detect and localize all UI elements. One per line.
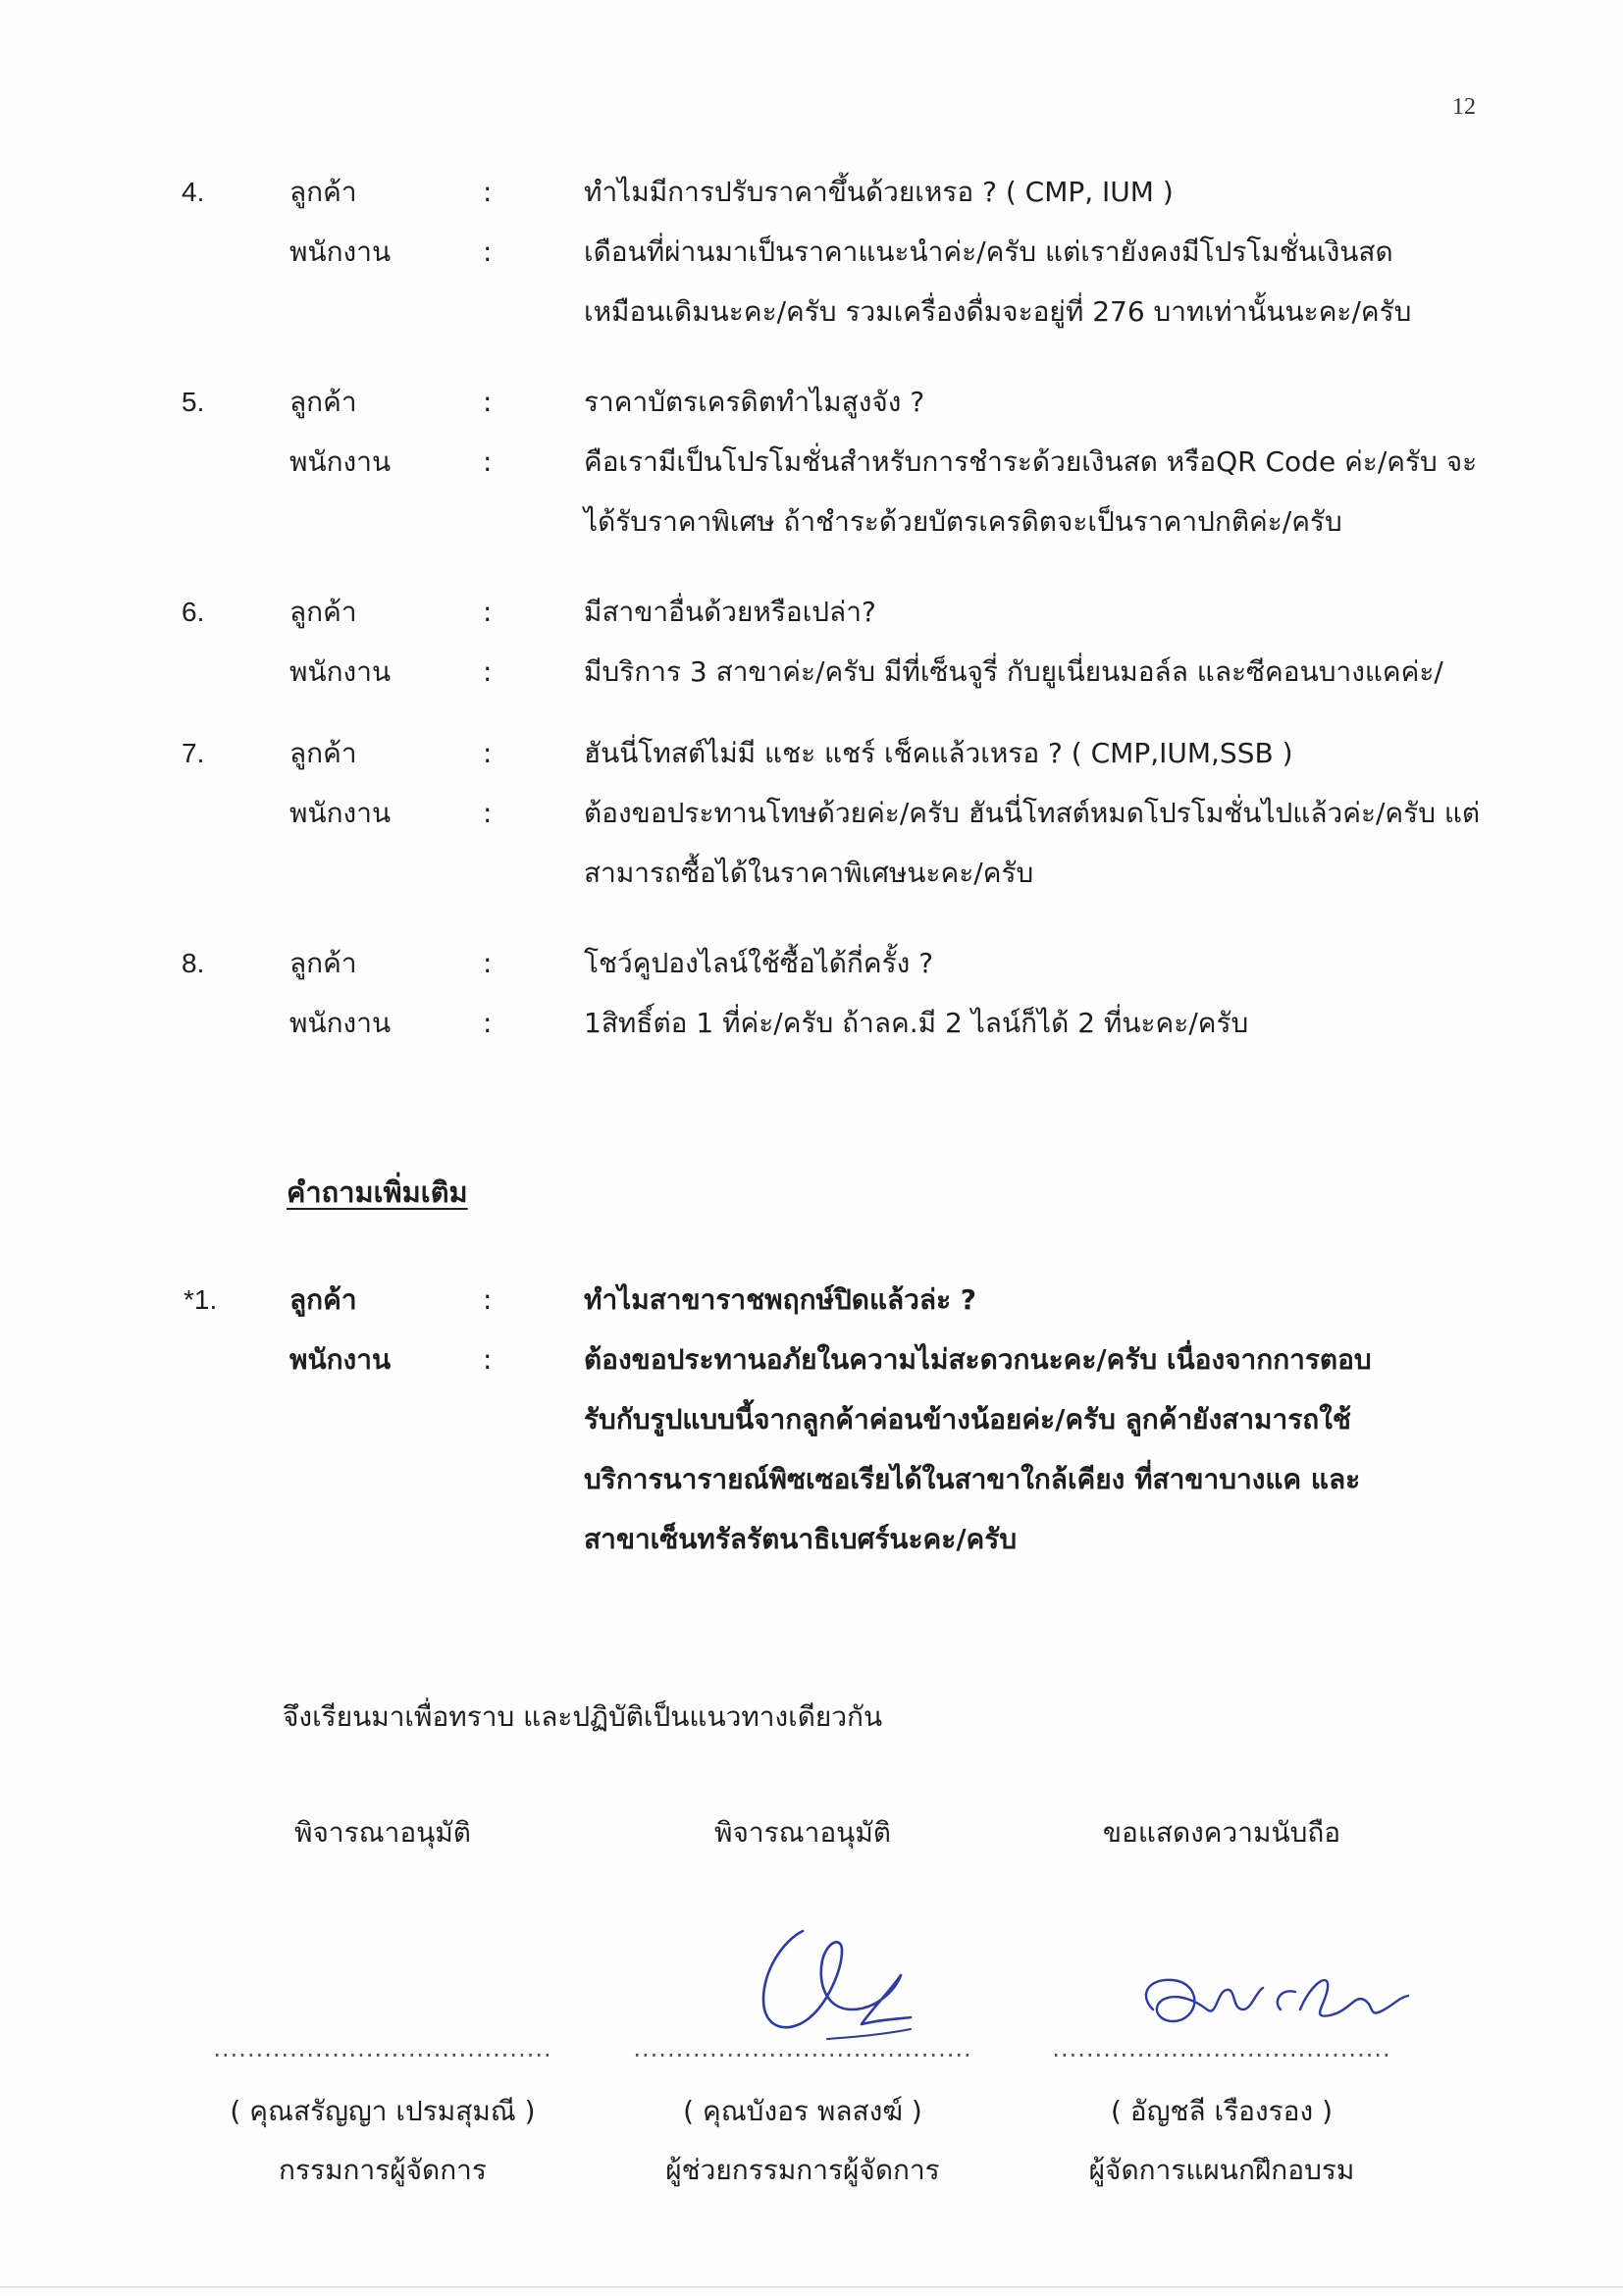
signature-heading: พิจารณาอนุมัติ <box>714 1816 891 1849</box>
customer-label: ลูกค้า <box>289 1283 357 1316</box>
staff-line-7-cont <box>0 844 1623 903</box>
staff-line-8 <box>0 994 1623 1053</box>
staff-answer-line: คือเรามีเป็นโปรโมชั่นสำหรับการชำระด้วยเงินสด หรือQR Code ค่ะ/ครับ จะ <box>584 445 1478 478</box>
handwritten-signature-icon <box>597 1862 1009 2068</box>
signature-area <box>1016 1862 1428 2029</box>
item-number: *1. <box>183 1284 218 1315</box>
item-number: 8. <box>182 948 205 978</box>
signature-line: ........................................ <box>213 2035 552 2062</box>
staff-answer-line: รับกับรูปแบบนี้จากลูกค้าค่อนข้างน้อยค่ะ/ครับ ลูกค้ายังสามารถใช้ <box>584 1403 1351 1435</box>
customer-label: ลูกค้า <box>289 596 357 628</box>
staff-answer-line: ได้รับราคาพิเศษ ถ้าชำระด้วยบัตรเครดิตจะเป็นราคาปกติค่ะ/ครับ <box>584 505 1342 538</box>
customer-label: ลูกค้า <box>289 737 357 769</box>
colon: : <box>483 797 493 829</box>
customer-question: ฮันนี่โทสต์ไม่มี แชะ แชร์ เช็คแล้วเหรอ ? ( CMP,IUM,SSB ) <box>584 737 1293 769</box>
colon: : <box>483 235 493 268</box>
customer-question: ทำไมสาขาราชพฤกษ์ปิดแล้วล่ะ ? <box>584 1283 977 1316</box>
signature-block-2 <box>597 1803 1009 2200</box>
item-number: 5. <box>182 387 205 417</box>
colon: : <box>483 1007 493 1039</box>
staff-answer-line: เดือนที่ผ่านมาเป็นราคาแนะนำค่ะ/ครับ แต่เรายังคงมีโปรโมชั่นเงินสด <box>584 235 1393 268</box>
customer-question: ทำไมมีการปรับราคาขึ้นด้วยเหรอ ? ( CMP, IUM ) <box>584 176 1174 208</box>
colon: : <box>483 947 493 979</box>
signatory-name: ( คุณสรัญญา เปรมสุมณี ) <box>230 2095 536 2127</box>
signature-area-empty <box>177 1862 589 2029</box>
colon: : <box>483 737 493 769</box>
staff-label: พนักงาน <box>289 1007 392 1039</box>
customer-line-additional <box>0 1271 1623 1330</box>
customer-line-4 <box>0 163 1623 222</box>
staff-line-additional-cont1 <box>0 1390 1623 1449</box>
staff-answer-line: ต้องขอประทานโทษด้วยค่ะ/ครับ ฮันนี่โทสต์หมดโปรโมชั่นไปแล้วค่ะ/ครับ แต่ <box>584 797 1481 829</box>
signature-line: ........................................ <box>1052 2035 1391 2062</box>
additional-questions-heading: คำถามเพิ่มเติม <box>287 1175 468 1209</box>
signatory-name: ( อัญชลี เรืองรอง ) <box>1110 2095 1333 2127</box>
staff-line-4-cont <box>0 283 1623 341</box>
staff-answer-line: 1สิทธิ์ต่อ 1 ที่ค่ะ/ครับ ถ้าลค.มี 2 ไลน์ก็ได้ 2 ที่นะคะ/ครับ <box>584 1007 1249 1039</box>
staff-answer-line: ต้องขอประทานอภัยในความไม่สะดวกนะคะ/ครับ เนื่องจากการตอบ <box>584 1343 1372 1376</box>
staff-answer-line: เหมือนเดิมนะคะ/ครับ รวมเครื่องดื่มจะอยู่ที่ 276 บาทเท่านั้นนะคะ/ครับ <box>584 295 1412 328</box>
item-number: 6. <box>182 597 205 627</box>
customer-line-7 <box>0 724 1623 783</box>
staff-line-4 <box>0 223 1623 282</box>
colon: : <box>483 386 493 418</box>
staff-answer-line: มีบริการ 3 สาขาค่ะ/ครับ มีที่เซ็นจูรี่ กับยูเนี่ยนมอล์ล และซีคอนบางแคค่ะ/ <box>584 655 1443 688</box>
staff-label: พนักงาน <box>289 235 392 268</box>
customer-question: โชว์คูปองไลน์ใช้ซื้อได้กี่ครั้ง ? <box>584 947 934 979</box>
staff-line-7 <box>0 784 1623 843</box>
colon: : <box>483 655 493 688</box>
signature-heading: พิจารณาอนุมัติ <box>294 1816 471 1849</box>
customer-question: มีสาขาอื่นด้วยหรือเปล่า? <box>584 596 876 628</box>
customer-label: ลูกค้า <box>289 176 357 208</box>
colon: : <box>483 596 493 628</box>
signatory-title: กรรมการผู้จัดการ <box>279 2154 487 2186</box>
staff-label: พนักงาน <box>289 655 392 688</box>
customer-line-6 <box>0 583 1623 642</box>
signature-heading: ขอแสดงความนับถือ <box>1102 1816 1341 1849</box>
staff-line-5-cont <box>0 493 1623 551</box>
signatory-name: ( คุณบังอร พลสงฆ์ ) <box>683 2095 922 2127</box>
staff-label: พนักงาน <box>289 445 392 478</box>
staff-line-additional-cont2 <box>0 1450 1623 1509</box>
colon: : <box>483 1343 493 1376</box>
colon: : <box>483 176 493 208</box>
signatory-title: ผู้จัดการแผนกฝึกอบรม <box>1088 2154 1355 2186</box>
staff-answer-line: สาขาเซ็นทรัลรัตนาธิเบศร์นะคะ/ครับ <box>584 1523 1018 1555</box>
customer-question: ราคาบัตรเครดิตทำไมสูงจัง ? <box>584 386 925 418</box>
handwritten-signature-icon <box>1016 1862 1428 2068</box>
signatory-title: ผู้ช่วยกรรมการผู้จัดการ <box>665 2154 940 2186</box>
item-number: 4. <box>182 177 205 207</box>
customer-label: ลูกค้า <box>289 386 357 418</box>
customer-line-5 <box>0 373 1623 432</box>
customer-line-8 <box>0 934 1623 993</box>
staff-line-6 <box>0 643 1623 702</box>
signature-block-1 <box>177 1803 589 2200</box>
staff-line-5 <box>0 433 1623 492</box>
colon: : <box>483 1283 493 1316</box>
closing-statement: จึงเรียนมาเพื่อทราบ และปฏิบัติเป็นแนวทางเดียวกัน <box>283 1700 883 1733</box>
colon: : <box>483 445 493 478</box>
signature-line: ........................................ <box>633 2035 972 2062</box>
signature-block-3 <box>1016 1803 1428 2200</box>
staff-label: พนักงาน <box>289 1343 392 1376</box>
staff-label: พนักงาน <box>289 797 392 829</box>
staff-line-additional-cont3 <box>0 1510 1623 1569</box>
signature-area <box>597 1862 1009 2029</box>
staff-line-additional <box>0 1331 1623 1389</box>
item-number: 7. <box>182 738 205 768</box>
staff-answer-line: สามารถซื้อได้ในราคาพิเศษนะคะ/ครับ <box>584 857 1034 889</box>
staff-answer-line: บริการนารายณ์พิซเซอเรียได้ในสาขาใกล้เคียง ที่สาขาบางแค และ <box>584 1463 1361 1495</box>
page-bottom-edge <box>0 2286 1623 2288</box>
customer-label: ลูกค้า <box>289 947 357 979</box>
page-number: 12 <box>1452 94 1476 120</box>
